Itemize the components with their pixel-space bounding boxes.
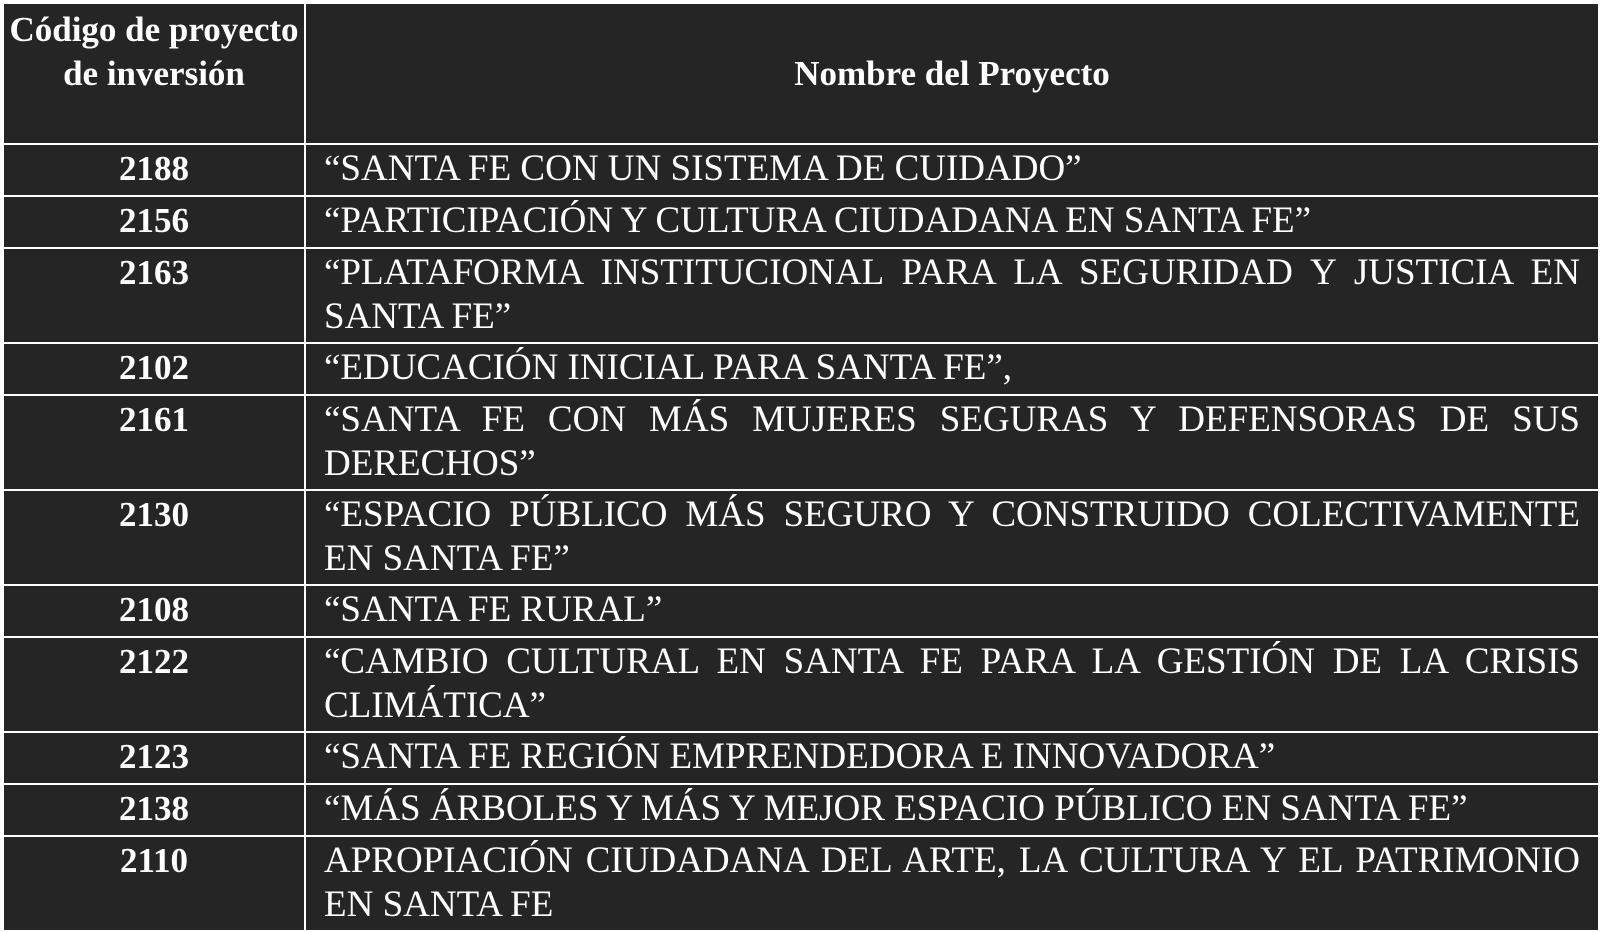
header-row: [3, 3, 1599, 144]
table-row: [3, 732, 1599, 784]
table-row: [3, 637, 1599, 732]
project-name: “SANTA FE CON UN SISTEMA DE CUIDADO”: [305, 144, 1599, 196]
project-name: “SANTA FE RURAL”: [305, 585, 1599, 637]
header-code: Código de proyecto de inversión: [3, 3, 305, 144]
table-row: [3, 490, 1599, 585]
projects-table: [2, 2, 1600, 932]
project-code: 2163: [3, 248, 305, 343]
project-code: 2156: [3, 196, 305, 248]
project-name: “ESPACIO PÚBLICO MÁS SEGURO Y CONSTRUIDO COLECTIVAMENTE EN SANTA FE”: [305, 490, 1599, 585]
project-code: 2122: [3, 637, 305, 732]
project-name: “SANTA FE CON MÁS MUJERES SEGURAS Y DEFENSORAS DE SUS DERECHOS”: [305, 395, 1599, 490]
table-row: [3, 395, 1599, 490]
project-name: “PLATAFORMA INSTITUCIONAL PARA LA SEGURIDAD Y JUSTICIA EN SANTA FE”: [305, 248, 1599, 343]
project-code: 2188: [3, 144, 305, 196]
project-name: “PARTICIPACIÓN Y CULTURA CIUDADANA EN SANTA FE”: [305, 196, 1599, 248]
table-row: [3, 836, 1599, 931]
project-name: “MÁS ÁRBOLES Y MÁS Y MEJOR ESPACIO PÚBLICO EN SANTA FE”: [305, 784, 1599, 836]
table-row: [3, 196, 1599, 248]
project-code: 2123: [3, 732, 305, 784]
header-name: Nombre del Proyecto: [305, 3, 1599, 144]
project-name: “EDUCACIÓN INICIAL PARA SANTA FE”,: [305, 343, 1599, 395]
table-row: [3, 343, 1599, 395]
project-code: 2161: [3, 395, 305, 490]
project-name: “CAMBIO CULTURAL EN SANTA FE PARA LA GESTIÓN DE LA CRISIS CLIMÁTICA”: [305, 637, 1599, 732]
project-name: “SANTA FE REGIÓN EMPRENDEDORA E INNOVADORA”: [305, 732, 1599, 784]
project-code: 2102: [3, 343, 305, 395]
table-row: [3, 248, 1599, 343]
table-row: [3, 784, 1599, 836]
table-row: [3, 144, 1599, 196]
table-row: [3, 585, 1599, 637]
project-code: 2130: [3, 490, 305, 585]
project-code: 2110: [3, 836, 305, 931]
project-code: 2108: [3, 585, 305, 637]
project-name: APROPIACIÓN CIUDADANA DEL ARTE, LA CULTURA Y EL PATRIMONIO EN SANTA FE: [305, 836, 1599, 931]
project-code: 2138: [3, 784, 305, 836]
